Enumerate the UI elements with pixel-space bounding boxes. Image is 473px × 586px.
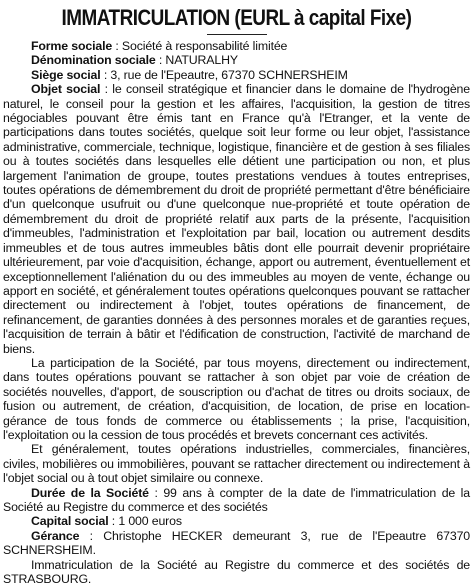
forme-sociale-line [3,39,470,53]
objet-label: Objet social [31,82,101,97]
gerance-label: Gérance [31,528,80,543]
general-paragraph: Et généralement, toutes opérations industrielles, commerciales, financières, civiles, mobilières ou immobilières, pouvant se rattacher directement ou indirectement à l'objet social ou à tout objet similaire ou connexe. [3,442,470,486]
notice-title: IMMATRICULATION (EURL à capital Fixe) [61,5,412,30]
objet-paragraph [3,82,470,356]
capital-line [3,514,470,528]
denomination-line [3,53,470,67]
duree-paragraph [3,486,470,515]
participation-paragraph: La participation de la Société, par tous moyens, directement ou indirectement, dans toutes opérations pouvant se rattacher à son objet par voie de création de sociétés nouvelles, d'apport, de souscription ou d'achat de titres ou droits sociaux, de fusion ou autrement, de création, d'acquisition, de location, de prise en location-gérance de tous fonds de commerce ou établissements ; la prise, l'acquisition, l'exploitation ou la cession de tous procédés et brevets concernant ces activités. [3,355,470,442]
capital-label: Capital social [31,514,109,529]
immatriculation-paragraph: Immatriculation de la Société au Registre du commerce et des sociétés de STRASBOURG. [3,557,470,586]
siege-line [3,68,470,82]
siege-label: Siège social [31,67,101,82]
gerance-paragraph [3,529,470,558]
gerance-value: : Christophe HECKER demeurant 3, rue de l'Epeautre 67370 SCHNERSHEIM. [3,528,470,558]
denomination-value: : NATURALHY [155,53,238,68]
forme-sociale-value: : Société à responsabilité limitée [112,39,288,53]
duree-value: : 99 ans à compter de la date de l'immatriculation de la Société au Registre du commerce et des sociétés [3,485,470,514]
objet-value: : le conseil stratégique et financier dans le domaine de l'hydrogène naturel, le conseil pour la gestion et les affaires, l'acquisition, la gestion de titres négociables pouvant être émis tant en France qu'à l'Etranger, et la vente de participations dans toutes sociétés, quelque soit leur forme ou leur objet, l'assistance administrative, commerciale, technique, logistique, financière et de gestion à ses filiales ou à toutes sociétés dans lesquelles elle détient une participation ou non, et plus largement l'animation de groupe, toutes prestations vendues à toutes entreprises, toutes opérations de démembrement du droit de propriété permettant d'être bénéficiaire d'un quelconque usufruit ou d'une quelconque nue-propriété et toute opération de démembrement du droit de propriété relatif aux parts de la présente, l'acquisition d'immeubles, l'administration et l'exploitation par bail, location ou autrement desdits immeubles et de tous autres immeubles bâtis dont elle pourrait devenir propriétaire ultérieurement, par voie d'acquisition, échange, apport ou autrement, éventuellement et exceptionnellement l'aliénation du ou des immeubles au moyen de vente, échange ou apport en société, et généralement toutes opérations quelconques pouvant se rattacher directement ou indirectement à l'objet, toutes opérations de financement, de refinancement, de garanties données à des personnes morales et de garanties reçues, l'acquisition de terrain à bâtir et l'édification de construction, l'activité de marchand de biens. [3,82,470,356]
denomination-label: Dénomination sociale [31,53,156,68]
duree-label: Durée de la Société [31,485,149,500]
capital-value: : 1 000 euros [108,514,182,529]
siege-value: : 3, rue de l'Epeautre, 67370 SCHNERSHEIM [100,67,348,82]
forme-sociale-label: Forme sociale [31,39,113,53]
title-divider [207,34,267,35]
